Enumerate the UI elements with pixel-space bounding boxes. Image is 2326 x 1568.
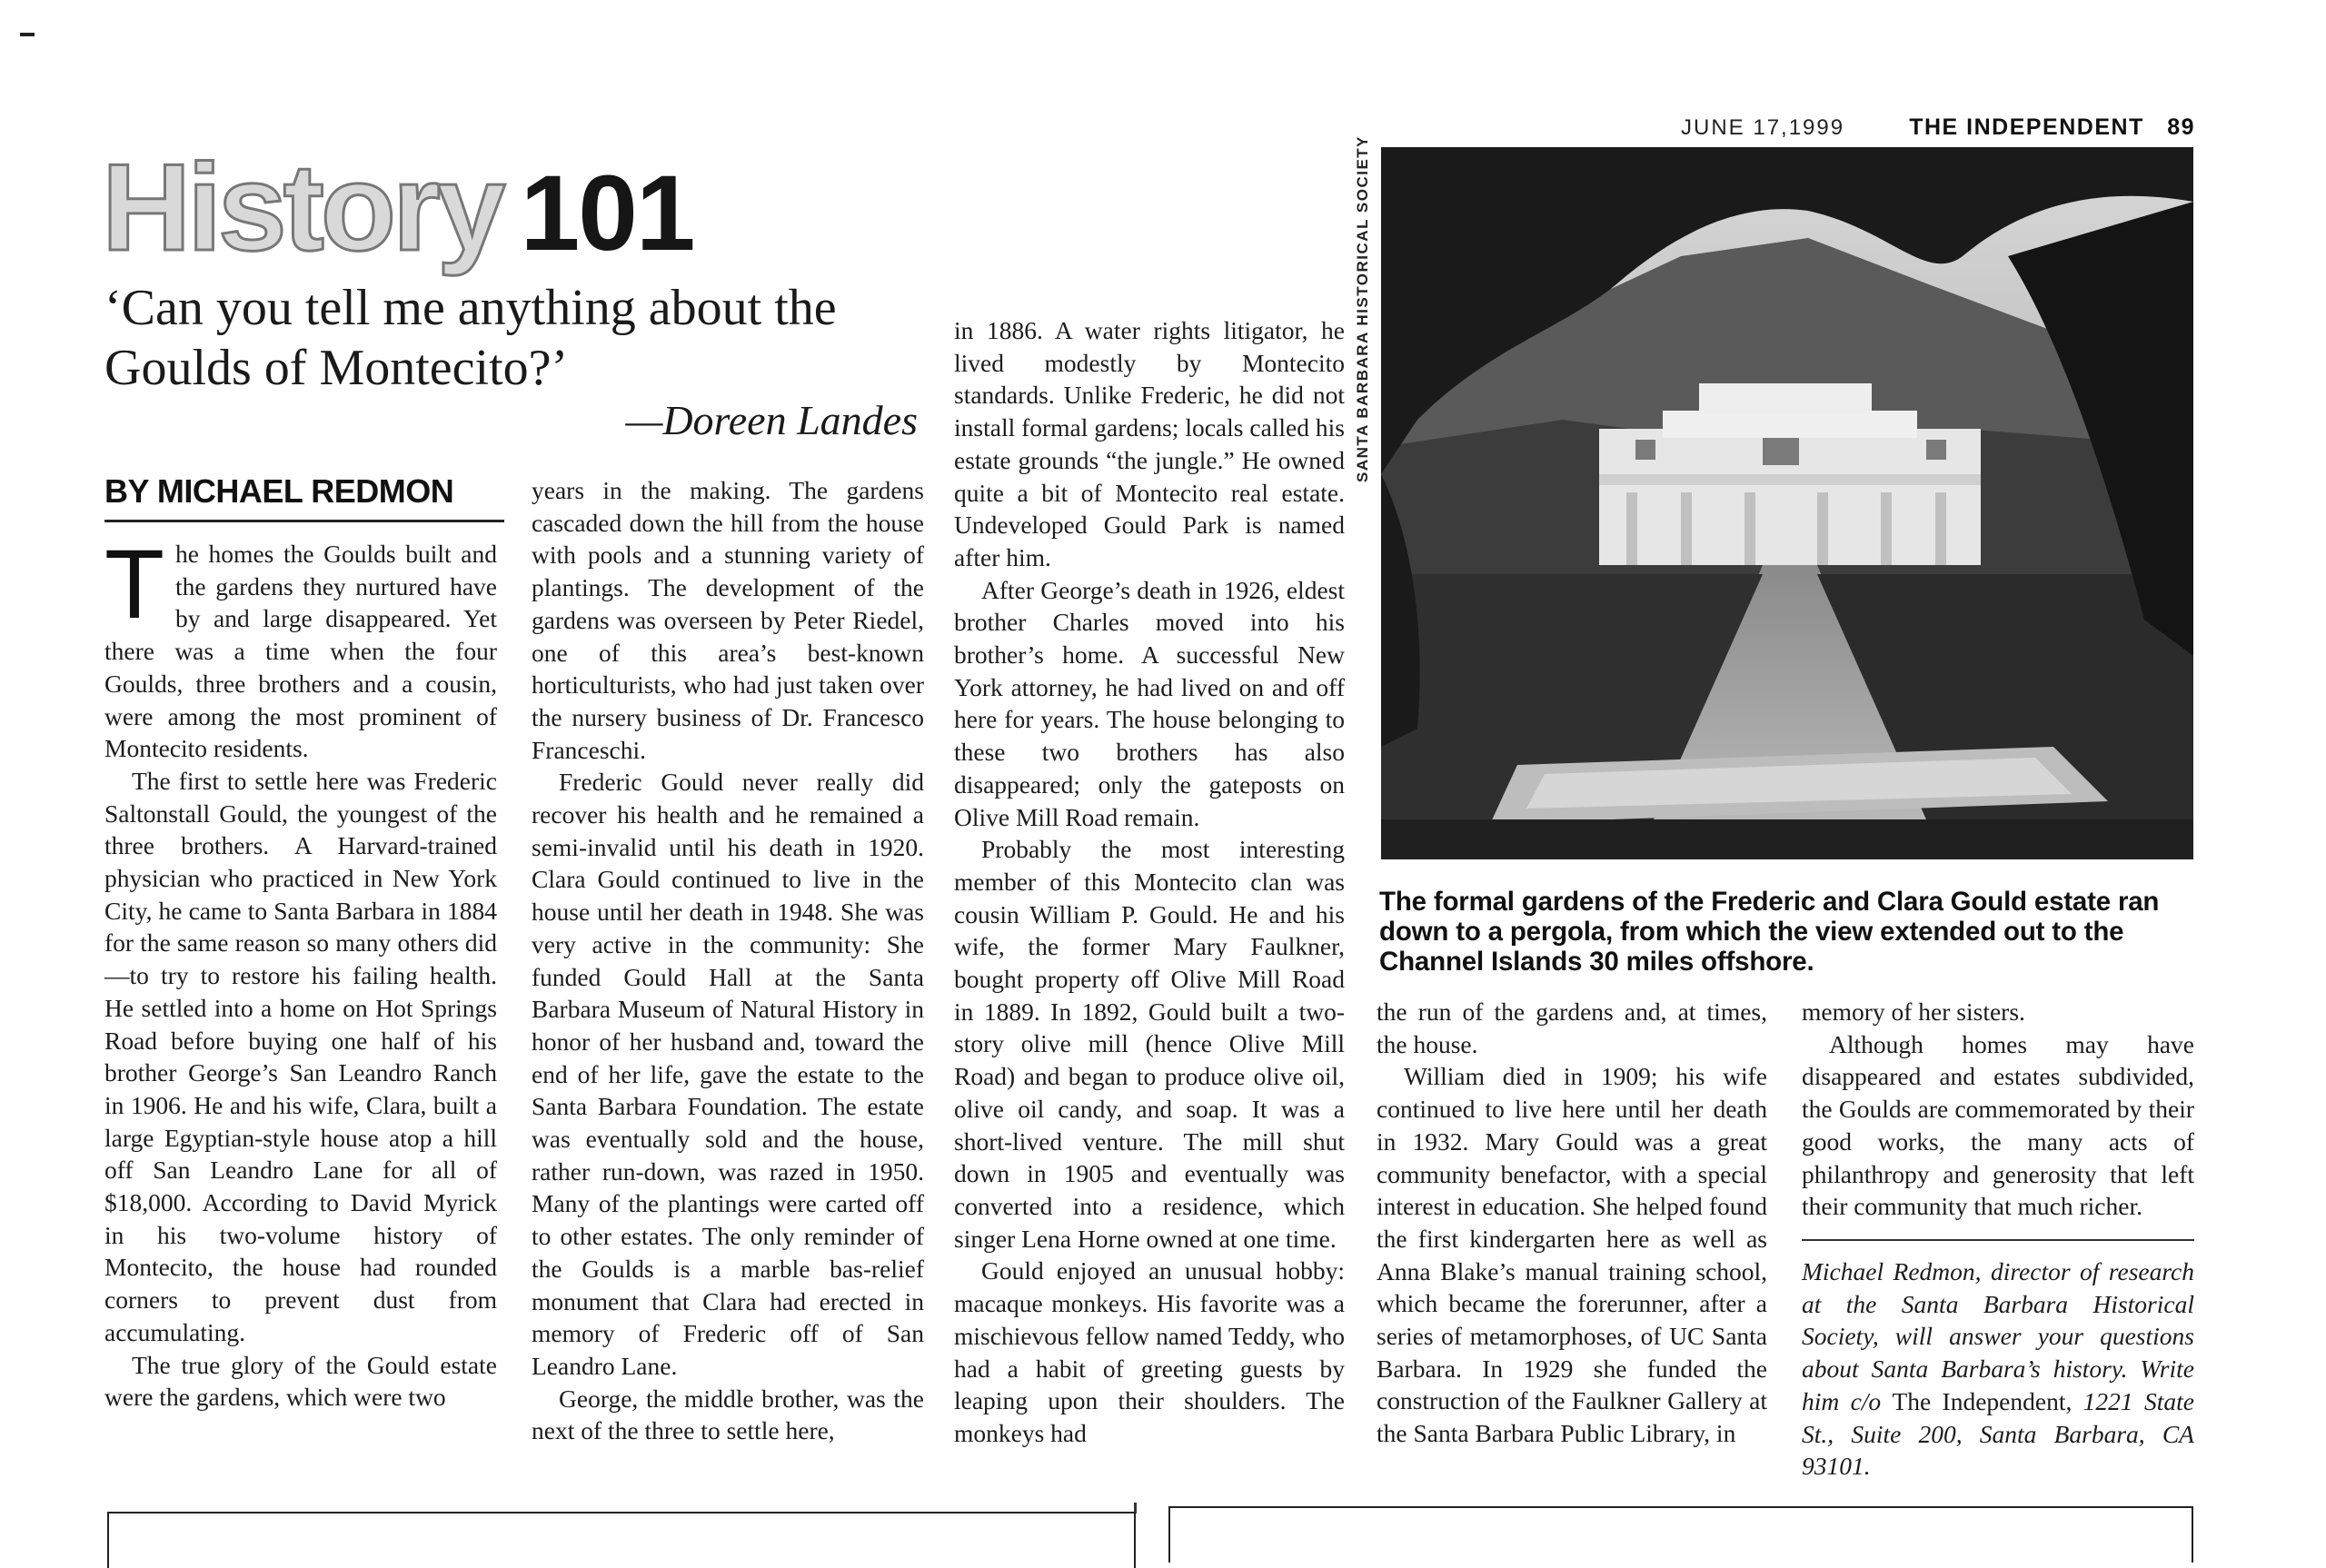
scan-mark (20, 33, 35, 36)
article-paragraph: Gould enjoyed an unusual hobby: macaque monkeys. His favorite was a mischievous fellow named Teddy, who had a habit of greeting guests by leaping upon their shoulders. The monkeys had (954, 1256, 1345, 1447)
article-paragraph: William died in 1909; his wife continued to live here until her death in 1932. Mary Gould was a great community benefactor, with a special interest in education. She helped found the first kindergarten here as well as Anna Blake’s manual training school, which became the forerunner, after a series of metamorphoses, of UC Santa Barbara. In 1929 she funded the construction of the Faulkner Gallery at the Santa Barbara Public Library, in (1377, 1062, 1767, 1448)
drop-cap: T (104, 529, 164, 639)
masthead (1681, 114, 2195, 142)
article-paragraph: Frederic Gould never really did recover his health and he remained a semi-invalid until his death in 1920. Clara Gould continued to live in the house until her death in 1948. She was very active in the community: She funded Gould Hall at the Santa Barbara Museum of Natural History in honor of her husband and, toward the end of her life, gave the estate to the Santa Barbara Foundation. The estate was eventually sold and the house, rather run-down, was razed in 1950. Many of the plantings were carted off to other estates. The only reminder of the Goulds is a marble bas-relief monument that Clara had erected in memory of Frederic off of San Leandro Lane. (532, 768, 924, 1380)
article-paragraph: The first to settle here was Frederic Saltonstall Gould, the youngest of the three brothers. A Harvard-trained physician who practiced in New York City, he came to Santa Barbara in 1884 for the same reason so many others did—to try to restore his failing health. He settled into a home on Hot Springs Road before buying one half of his brother George’s San Leandro Ranch in 1906. He and his wife, Clara, built a large Egyptian-style house atop a hill off San Leandro Lane for all of $18,000. According to David Myrick in his two-volume history of Montecito, the house had rounded corners to prevent dust from accumulating. (104, 766, 497, 1346)
article-paragraph: memory of her sisters. (1802, 997, 2025, 1026)
issue-date: JUNE 17,1999 (1681, 115, 1845, 140)
bottom-ad-box-right (1168, 1506, 2193, 1563)
article-paragraph: After George’s death in 1926, eldest brother Charles moved into his brother’s home. A successful New York attorney, he had lived on and off here for years. The house belonging to these two brothers has also disappeared; only the gateposts on Olive Mill Road remain. (954, 575, 1345, 831)
article-paragraph: The true glory of the Gould estate were the gardens, which were two (104, 1350, 497, 1412)
byline: BY MICHAEL REDMON (104, 472, 504, 522)
article-paragraph: Probably the most interesting member of this Montecito clan was cousin William P. Gould. He and his wife, the former Mary Faulkner, bought property off Olive Mill Road in 1889. In 1892, Gould built a two-story olive mill (hence Olive Mill Road) and began to produce olive oil, olive oil candy, and soap. It was a short-lived venture. The mill shut down in 1905 and eventually was converted into a residence, which singer Lena Horne owned at one time. (954, 835, 1345, 1253)
article-paragraph: in 1886. A water rights litigator, he lived modestly by Montecito standards. Unlike Frederic, he did not install formal gardens; locals called his estate grounds “the jungle.” He owned quite a bit of Montecito real estate. Undeveloped Gould Park is named after him. (954, 316, 1345, 571)
article-paragraph: George, the middle brother, was the next of the three to settle here, (532, 1384, 924, 1445)
photo-credit: SANTA BARBARA HISTORICAL SOCIETY (1354, 134, 1372, 483)
article-paragraph: The homes the Goulds built and the gardens they nurtured have by and large disappeared. Yet there was a time when the four Goulds, three brothers and a cousin, were among the most prominent of Montecito residents. (104, 529, 497, 763)
estate-photo-image (1381, 147, 2193, 859)
column-title-word: History (102, 138, 502, 276)
bio-newspaper-name: The Independent, (1892, 1386, 2073, 1415)
article-column-4 (1377, 996, 1767, 1450)
article-paragraph: Although homes may have disappeared and estates subdivided, the Goulds are commemorated by their good works, the many acts of philanthropy and generosity that left their community that much richer. (1802, 1029, 2194, 1221)
article-column-5 (1802, 996, 2194, 1223)
question-asker: —Doreen Landes (625, 397, 918, 443)
photo-caption: The formal gardens of the Frederic and Clara Gould estate ran down to a pergola, from which the view extended out to the Channel Islands 30 miles offshore. (1379, 887, 2160, 977)
article-column-2 (532, 474, 924, 1447)
estate-photo (1381, 147, 2193, 859)
article-column-1 (104, 529, 497, 1414)
article-column-3 (954, 314, 1345, 1450)
author-bio: Michael Redmon, director of research at the Santa Barbara Historical Society, will answer your questions about Santa Barbara’s history. Write him c/o The Independent, 1221 State St., Suite 200, Santa Barbara, CA 93101. (1802, 1257, 2194, 1481)
newspaper-name: THE INDEPENDENT 89 (1909, 114, 2195, 140)
column-title-number: 101 (520, 154, 694, 273)
column-title (102, 138, 694, 276)
article-paragraph: years in the making. The gardens cascaded down the hill from the house with pools and a stunning variety of plantings. The development of the gardens was overseen by Peter Riedel, one of this area’s best-known horticulturists, who had just taken over the nursery business of Dr. Francesco Franceschi. (532, 476, 924, 764)
article-paragraph: the run of the gardens and, at times, the house. (1377, 997, 1767, 1058)
reader-question: ‘Can you tell me anything about the Goulds of Montecito?’ (104, 280, 837, 396)
bottom-ad-box-left (107, 1512, 1136, 1568)
page-number: 89 (2167, 114, 2195, 140)
bio-divider (1802, 1239, 2194, 1241)
